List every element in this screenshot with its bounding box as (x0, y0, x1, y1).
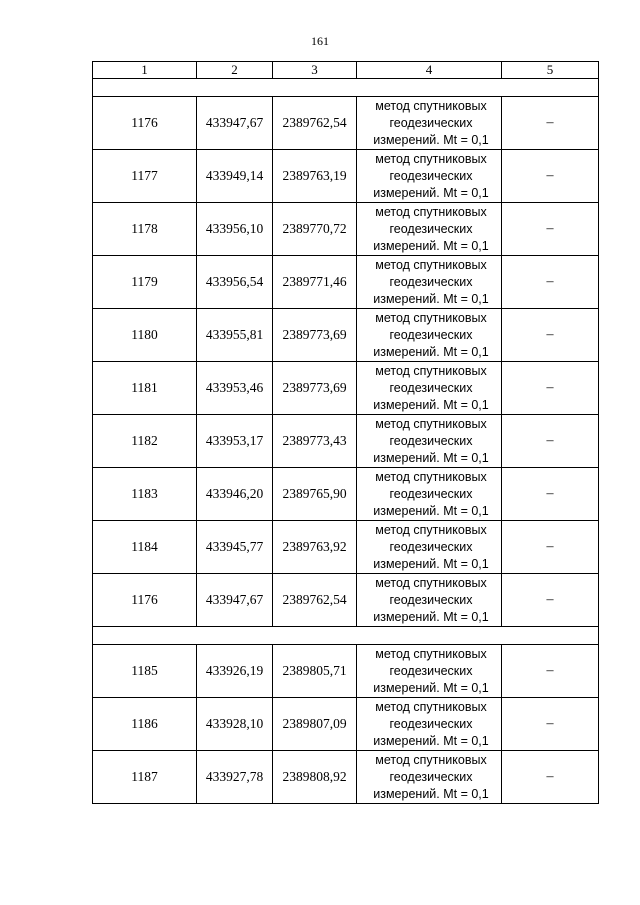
table-row (93, 521, 599, 574)
description-cell: – (502, 150, 599, 203)
method-line: измерений. Mt = 0,1 (373, 344, 489, 359)
y-coordinate-cell: 2389762,54 (273, 574, 357, 627)
table-row (93, 698, 599, 751)
method-line: метод спутниковых (375, 752, 487, 767)
y-coordinate-cell: 2389807,09 (273, 698, 357, 751)
method-line: измерений. Mt = 0,1 (373, 609, 489, 624)
method-line: метод спутниковых (375, 310, 487, 325)
method-line: метод спутниковых (375, 522, 487, 537)
table-row (93, 309, 599, 362)
method-line: метод спутниковых (375, 151, 487, 166)
description-cell: – (502, 645, 599, 698)
x-coordinate-cell: 433956,54 (197, 256, 273, 309)
method-line: метод спутниковых (375, 646, 487, 661)
x-coordinate-cell: 433945,77 (197, 521, 273, 574)
x-coordinate-cell: 433927,78 (197, 751, 273, 804)
method-line: измерений. Mt = 0,1 (373, 397, 489, 412)
y-coordinate-cell: 2389773,69 (273, 362, 357, 415)
header-cell-5: 5 (502, 62, 599, 79)
method-line: геодезических (389, 115, 473, 130)
description-cell: – (502, 698, 599, 751)
method-line: геодезических (389, 663, 473, 678)
point-number-cell: 1176 (93, 574, 197, 627)
group-separator-cell (93, 627, 599, 645)
method-line: измерений. Mt = 0,1 (373, 132, 489, 147)
y-coordinate-cell: 2389773,43 (273, 415, 357, 468)
y-coordinate-cell: 2389808,92 (273, 751, 357, 804)
method-cell (357, 309, 502, 362)
method-line: измерений. Mt = 0,1 (373, 503, 489, 518)
method-line: геодезических (389, 221, 473, 236)
method-line: метод спутниковых (375, 699, 487, 714)
x-coordinate-cell: 433926,19 (197, 645, 273, 698)
description-cell: – (502, 256, 599, 309)
table-row (93, 468, 599, 521)
method-cell (357, 415, 502, 468)
y-coordinate-cell: 2389762,54 (273, 97, 357, 150)
point-number-cell: 1182 (93, 415, 197, 468)
method-line: метод спутниковых (375, 416, 487, 431)
description-cell: – (502, 97, 599, 150)
method-line: метод спутниковых (375, 98, 487, 113)
y-coordinate-cell: 2389770,72 (273, 203, 357, 256)
description-cell: – (502, 203, 599, 256)
method-line: метод спутниковых (375, 204, 487, 219)
table-row (93, 150, 599, 203)
method-line: измерений. Mt = 0,1 (373, 680, 489, 695)
description-cell: – (502, 521, 599, 574)
point-number-cell: 1176 (93, 97, 197, 150)
method-cell (357, 203, 502, 256)
method-cell (357, 645, 502, 698)
description-cell: – (502, 751, 599, 804)
group-separator-row (93, 79, 599, 97)
description-cell: – (502, 468, 599, 521)
method-line: измерений. Mt = 0,1 (373, 185, 489, 200)
x-coordinate-cell: 433956,10 (197, 203, 273, 256)
method-line: измерений. Mt = 0,1 (373, 733, 489, 748)
description-cell: – (502, 309, 599, 362)
table-row (93, 362, 599, 415)
point-number-cell: 1183 (93, 468, 197, 521)
x-coordinate-cell: 433946,20 (197, 468, 273, 521)
method-line: геодезических (389, 716, 473, 731)
method-line: метод спутниковых (375, 575, 487, 590)
description-cell: – (502, 415, 599, 468)
y-coordinate-cell: 2389763,92 (273, 521, 357, 574)
header-cell-2: 2 (197, 62, 273, 79)
method-line: геодезических (389, 168, 473, 183)
x-coordinate-cell: 433947,67 (197, 574, 273, 627)
point-number-cell: 1181 (93, 362, 197, 415)
point-number-cell: 1179 (93, 256, 197, 309)
method-line: геодезических (389, 380, 473, 395)
x-coordinate-cell: 433928,10 (197, 698, 273, 751)
y-coordinate-cell: 2389771,46 (273, 256, 357, 309)
method-cell (357, 362, 502, 415)
x-coordinate-cell: 433949,14 (197, 150, 273, 203)
description-cell: – (502, 574, 599, 627)
header-cell-1: 1 (93, 62, 197, 79)
point-number-cell: 1185 (93, 645, 197, 698)
y-coordinate-cell: 2389763,19 (273, 150, 357, 203)
group-separator-cell (93, 79, 599, 97)
method-line: геодезических (389, 769, 473, 784)
y-coordinate-cell: 2389773,69 (273, 309, 357, 362)
method-line: измерений. Mt = 0,1 (373, 238, 489, 253)
method-line: измерений. Mt = 0,1 (373, 450, 489, 465)
method-line: измерений. Mt = 0,1 (373, 291, 489, 306)
x-coordinate-cell: 433953,46 (197, 362, 273, 415)
x-coordinate-cell: 433955,81 (197, 309, 273, 362)
x-coordinate-cell: 433953,17 (197, 415, 273, 468)
group-separator-row (93, 627, 599, 645)
description-cell: – (502, 362, 599, 415)
method-line: геодезических (389, 592, 473, 607)
table-row (93, 415, 599, 468)
method-line: метод спутниковых (375, 257, 487, 272)
table-row (93, 751, 599, 804)
page-number: 161 (311, 34, 329, 48)
method-cell (357, 751, 502, 804)
method-line: метод спутниковых (375, 363, 487, 378)
method-cell (357, 256, 502, 309)
y-coordinate-cell: 2389765,90 (273, 468, 357, 521)
method-cell (357, 574, 502, 627)
method-line: геодезических (389, 433, 473, 448)
method-line: метод спутниковых (375, 469, 487, 484)
table-row (93, 256, 599, 309)
table-header-row (93, 62, 599, 79)
header-cell-3: 3 (273, 62, 357, 79)
table-row (93, 97, 599, 150)
method-cell (357, 150, 502, 203)
method-line: геодезических (389, 327, 473, 342)
table-row (93, 203, 599, 256)
method-cell (357, 698, 502, 751)
method-line: геодезических (389, 539, 473, 554)
point-number-cell: 1180 (93, 309, 197, 362)
y-coordinate-cell: 2389805,71 (273, 645, 357, 698)
method-line: геодезических (389, 274, 473, 289)
point-number-cell: 1187 (93, 751, 197, 804)
method-cell (357, 521, 502, 574)
method-cell (357, 97, 502, 150)
point-number-cell: 1184 (93, 521, 197, 574)
method-line: геодезических (389, 486, 473, 501)
coordinates-table (92, 61, 599, 804)
x-coordinate-cell: 433947,67 (197, 97, 273, 150)
point-number-cell: 1186 (93, 698, 197, 751)
table-row (93, 574, 599, 627)
point-number-cell: 1177 (93, 150, 197, 203)
method-cell (357, 468, 502, 521)
header-cell-4: 4 (357, 62, 502, 79)
method-line: измерений. Mt = 0,1 (373, 786, 489, 801)
table-row (93, 645, 599, 698)
point-number-cell: 1178 (93, 203, 197, 256)
method-line: измерений. Mt = 0,1 (373, 556, 489, 571)
